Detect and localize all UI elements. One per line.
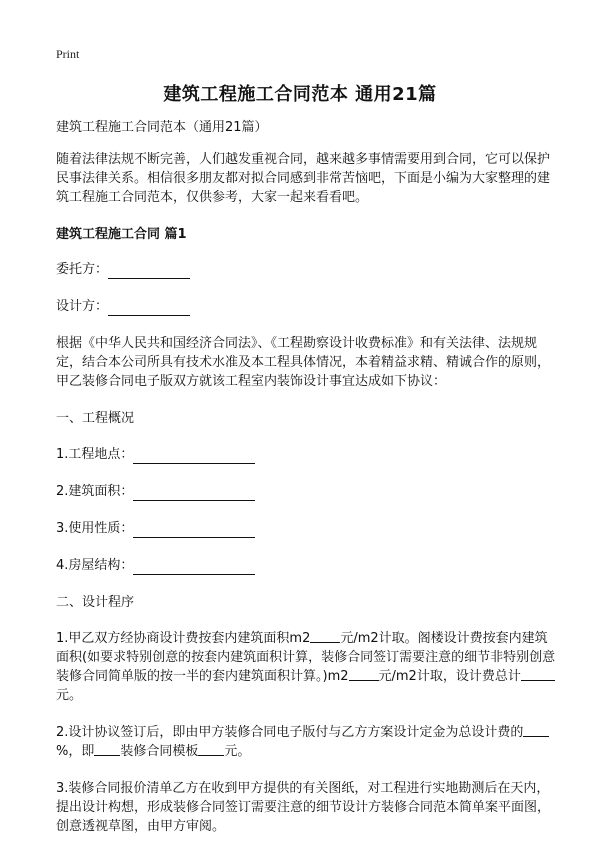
structure-field — [56, 556, 556, 575]
area-label: 2.建筑面积： — [56, 484, 134, 499]
clause-1-blank-attic-rate — [349, 667, 379, 681]
page-title: 建筑工程施工合同范本 通用21篇 — [163, 84, 437, 105]
clause-2-part-b: %，即 — [56, 744, 95, 759]
location-blank — [133, 448, 255, 464]
clause-3: 3.装修合同报价清单乙方在收到甲方提供的有关图纸，对工程进行实地勘测后在天内，提出设计构想，形成装修合同签订需要注意的细节设计方装修合同范本简单案平面图，创意透视草图，由甲方审阅。 — [56, 781, 551, 834]
clause-1-blank-total — [521, 667, 555, 681]
location-label: 1.工程地点： — [56, 447, 134, 462]
clause-1-part-a: 1.甲乙双方经协商设计费按套内建筑面积m2 — [56, 631, 311, 646]
clause-1-part-b: 元/m2计取。阁楼设计费按套内建筑面积(如要求特别创意的按套内建筑面积计算，装修合同签订需要注意的细节非特别创意装修合同简单版的按一半的套内建筑面积计算。)m2 — [56, 631, 556, 684]
location-field — [56, 445, 556, 464]
clause-2-part-a: 2.设计协议签订后，即由甲方装修合同电子版付与乙方方案设计定金为总设计费的 — [56, 725, 524, 740]
intro-paragraph: 随着法律法规不断完善，人们越发重视合同，越来越多事情需要用到合同，它可以保护民事法律关系。相信很多朋友都对拟合同感到非常苦恼吧，下面是小编为大家整理的建筑工程施工合同范本，仅供参考，大家一起来看看吧。 — [56, 152, 551, 205]
clause-2-blank-amount-b — [198, 742, 224, 756]
document-body — [56, 118, 556, 854]
area-field — [56, 482, 556, 501]
structure-blank — [133, 559, 255, 575]
usage-field — [56, 519, 556, 538]
overview-heading: 一、工程概况 — [56, 411, 135, 426]
clause-2-blank-amount-a — [94, 742, 120, 756]
clause-2-part-c: 装修合同模板 — [120, 744, 199, 759]
client-field — [56, 260, 556, 279]
clause-1-part-c: 元/m2计取，设计费总计 — [378, 669, 521, 684]
basis-paragraph: 根据《中华人民共和国经济合同法》、《工程勘察设计收费标准》和有关法律、法规规定，结合本公司所具有技术水准及本工程具体情况，本着精益求精、精诚合作的原则，甲乙装修合同电子版双方就该工程室内装饰设计事宜达成如下协议： — [56, 336, 551, 389]
clause-2-part-d: 元。 — [224, 744, 251, 759]
designer-field — [56, 297, 556, 316]
clause-1-part-d: 元。 — [56, 688, 83, 703]
clause-1 — [56, 629, 556, 705]
clause-1-blank-rate — [310, 629, 340, 643]
document-subtitle: 建筑工程施工合同范本（通用21篇） — [56, 120, 268, 135]
designer-label: 设计方： — [56, 299, 109, 314]
client-blank — [108, 263, 190, 279]
designer-blank — [108, 300, 190, 316]
area-blank — [133, 485, 255, 501]
usage-blank — [133, 522, 255, 538]
usage-label: 3.使用性质： — [56, 521, 134, 536]
section-heading: 建筑工程施工合同 篇1 — [56, 227, 187, 242]
structure-label: 4.房屋结构： — [56, 558, 134, 573]
client-label: 委托方： — [56, 262, 109, 277]
print-link[interactable]: Print — [56, 47, 80, 61]
clause-2-blank-percent — [523, 723, 549, 737]
clause-2 — [56, 723, 556, 761]
procedure-heading: 二、设计程序 — [56, 595, 135, 610]
